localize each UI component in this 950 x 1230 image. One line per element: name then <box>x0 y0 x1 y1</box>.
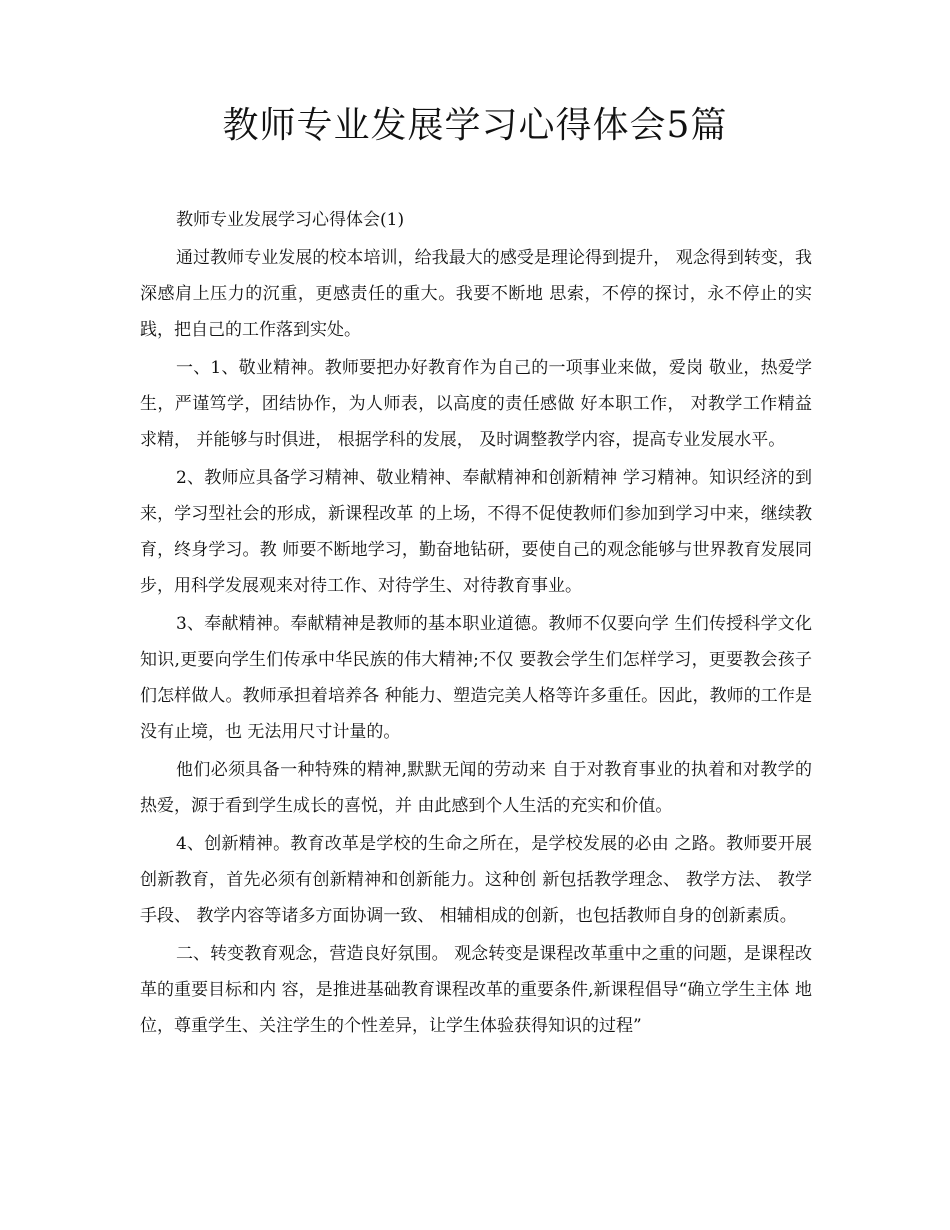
document-title: 教师专业发展学习心得体会5篇 <box>222 105 728 146</box>
paragraph: 他们必须具备一种特殊的精神,默默无闻的劳动来 自于对教育事业的执着和对教学的热爱，源于看到学生成长的喜悦，并 由此感到个人生活的充实和价值。 <box>140 760 812 816</box>
paragraph: 一、1、敬业精神。教师要把办好教育作为自己的一项事业来做，爱岗 敬业，热爱学生，严谨笃学，团结协作，为人师表，以高度的责任感做 好本职工作， 对教学工作精益求精， 并能够与时俱进， 根据学科的发展， 及时调整教学内容，提高专业发展水平。 <box>140 358 812 450</box>
paragraph: 通过教师专业发展的校本培训，给我最大的感受是理论得到提升， 观念得到转变，我深感肩上压力的沉重，更感责任的重大。我要不断地 思索，不停的探讨，永不停止的实践，把自己的工作落到实处。 <box>140 248 812 340</box>
paragraph: 二、转变教育观念，营造良好氛围。 观念转变是课程改革重中之重的问题，是课程改革的重要目标和内 容，是推进基础教育课程改革的重要条件,新课程倡导“确立学生主体 地位，尊重学生、关注学生的个性差异，让学生体验获得知识的过程” <box>140 944 812 1036</box>
section-heading: 教师专业发展学习心得体会(1) <box>176 210 405 230</box>
paragraph: 2、教师应具备学习精神、敬业精神、奉献精神和创新精神 学习精神。知识经济的到来，学习型社会的形成，新课程改革 的上场，不得不促使教师们参加到学习中来，继续教育，终身学习。教 师要不断地学习，勤奋地钻研，要使自己的观念能够与世界教育发展同步，用科学发展观来对待工作、对待学生、对待教育事业。 <box>140 468 812 596</box>
document-body <box>140 202 812 1044</box>
paragraph: 4、创新精神。教育改革是学校的生命之所在，是学校发展的必由 之路。教师要开展创新教育，首先必须有创新精神和创新能力。这种创 新包括教学理念、 教学方法、 教学手段、 教学内容等诸多方面协调一致、 相辅相成的创新，也包括教师自身的创新素质。 <box>140 834 812 926</box>
paragraph: 3、奉献精神。奉献精神是教师的基本职业道德。教师不仅要向学 生们传授科学文化知识,更要向学生们传承中华民族的伟大精神;不仅 要教会学生们怎样学习，更要教会孩子们怎样做人。教师承担着培养各 种能力、塑造完美人格等许多重任。因此，教师的工作是没有止境，也 无法用尺寸计量的。 <box>140 614 812 742</box>
